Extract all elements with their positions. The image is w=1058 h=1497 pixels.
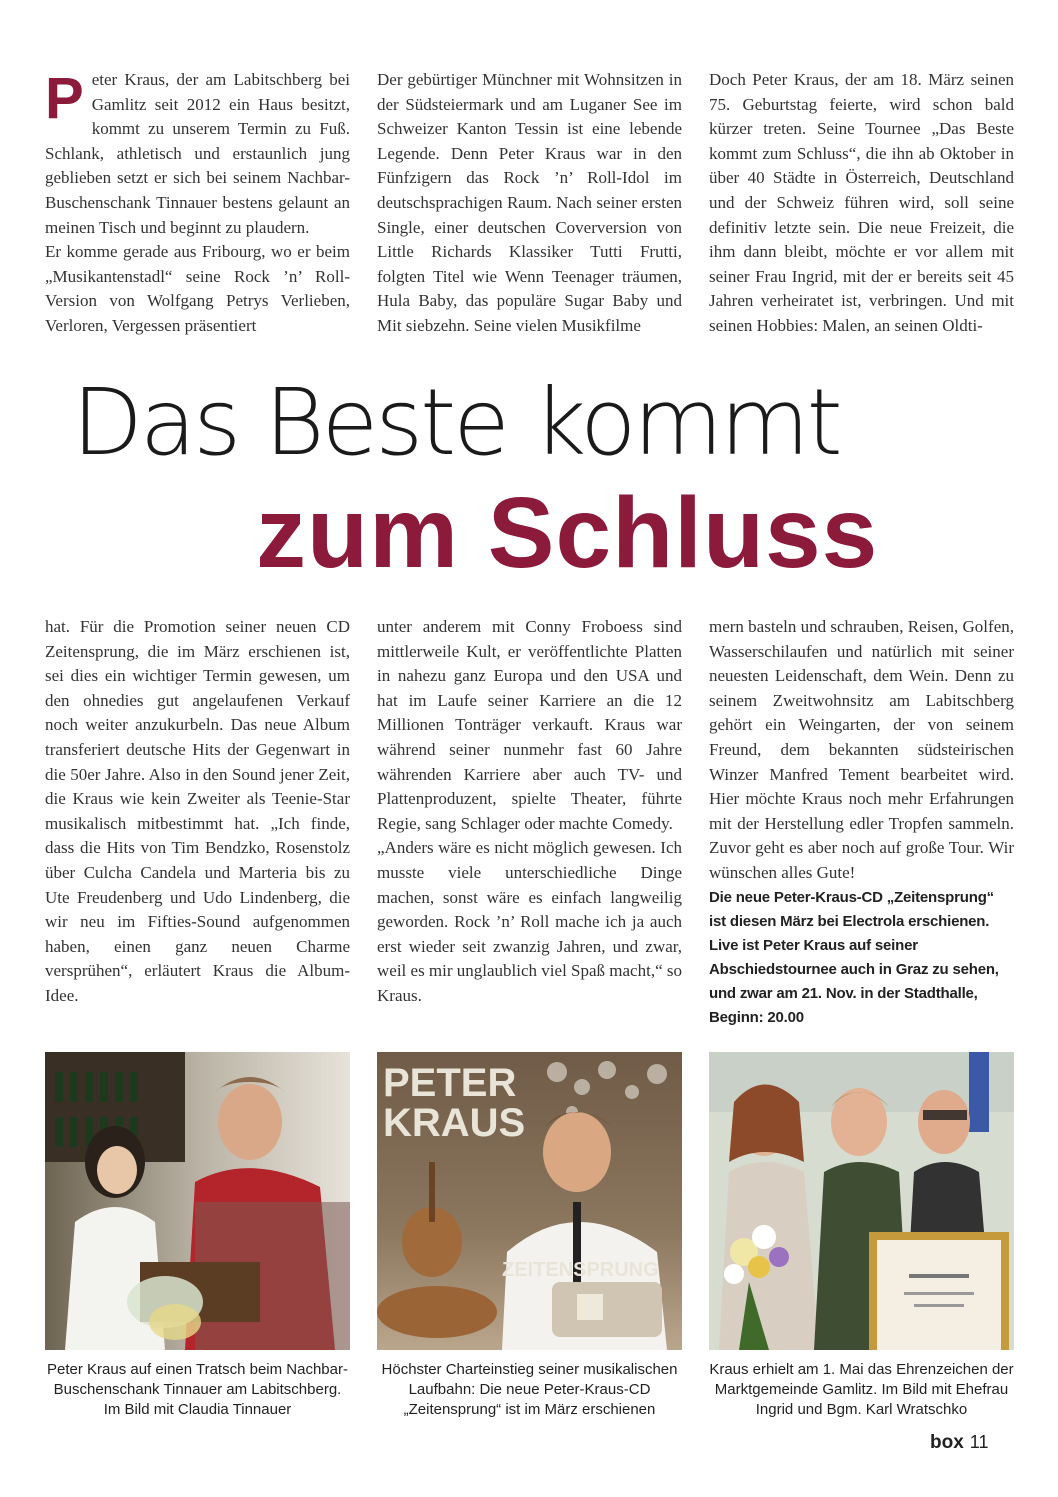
article-paragraph: „Anders wäre es nicht möglich gewesen. Ich musste viele unterschiedliche Dinge machen, sonst wäre es einfach langweilig geworden. Rock ’n’ Roll mache ich ja auch erst wieder seit zwanzig Jahren, und zwar, weil es mir unglaublich viel Spaß macht,“ so Kraus. xyxy=(377,838,682,1005)
article-paragraph: unter anderem mit Conny Froboess sind mittlerweile Kult, er veröffentlichte Platten in nahezu ganz Europa und den USA und hat im Laufe seiner Karriere an die 12 Millionen Tonträger verkauft. Kraus war während seiner nunmehr fast 60 Jahre währenden Karriere aber auch TV- und Plattenproduzent, spielte Theater, führte Regie, sang Schlager oder machte Comedy. xyxy=(377,617,682,833)
article-paragraph: Er komme gerade aus Fribourg, wo er beim „Musikantenstadl“ seine Rock ’n’ Roll-Version von Wolfgang Petrys Verlieben, Verloren, Vergessen präsentiert xyxy=(45,242,350,335)
article-paragraph: Doch Peter Kraus, der am 18. März seinen 75. Geburtstag feierte, wird schon bald kürzer treten. Seine Tournee „Das Beste kommt zum Schluss“, die ihn ab Oktober in über 40 Städte in Österreich, Deutschland und der Schweiz führen wird, soll seine definitiv letzte sein. Die neue Freizeit, die ihm dann bleibt, möchte er vor allem mit seiner Frau Ingrid, mit der er bereits seit 45 Jahren verheiratet ist, verbringen. Und mit seinen Hobbies: Malen, an seinen Oldti- xyxy=(709,70,1014,335)
article-column-bottom-2 xyxy=(377,615,682,1025)
article-paragraph: hat. Für die Promotion seiner neuen CD Zeitensprung, die im März erschienen ist, sei dies ein wichtiger Termin gewesen, um den ohnedies gut angelaufenen Verkauf noch weiter anzukurbeln. Das neue Album transferiert deutsche Hits der Gegenwart in die 50er Jahre. Also in den Sound jener Zeit, die Kraus wie kein Zweiter als Teenie-Star musikalisch mitbestimmt hat. „Ich finde, dass die Hits von Tim Bendzko, Rosenstolz über Culcha Candela und Marteria bis zu Ute Freudenberg und Udo Lindenberg, die wir neu im Fifties-Sound aufgenommen haben, einen ganz neuen Charme versprühen“, erläutert Kraus die Album-Idee. xyxy=(45,617,350,1005)
page-footer xyxy=(930,1432,988,1454)
drop-cap: P xyxy=(45,68,84,131)
article-column-bottom-1 xyxy=(45,615,350,1025)
cd-cover-title: ZEITENSPRUNG xyxy=(502,1259,659,1281)
page-number: 11 xyxy=(969,1432,989,1452)
article-column-top-1 xyxy=(45,68,350,358)
article-column-top-3 xyxy=(709,68,1014,358)
article-paragraph: eter Kraus, der am Labitschberg bei Gamlitz seit 2012 ein Haus besitzt, kommt zu unserem Termin zu Fuß. Schlank, athletisch und erstaunlich jung geblieben setzt er sich bei seinem Nachbar-Buschenschank Tinnauer bestens gelaunt an meinen Tisch und beginnt zu plaudern. xyxy=(45,70,350,237)
magazine-brand: box xyxy=(930,1432,964,1453)
headline-line-2: zum Schluss xyxy=(256,477,879,589)
cd-info-note: Die neue Peter-Kraus-CD „Zeitensprung“ ist diesen März bei Electrola erschienen. Live ist Peter Kraus auf seiner Abschiedstournee auch in Graz zu sehen, und zwar am 21. Nov. in der Stadthalle, Beginn: 20.00 xyxy=(709,888,999,1025)
article-column-bottom-3 xyxy=(709,615,1014,1025)
photo-kraus-tinnauer xyxy=(45,1052,350,1350)
photo-caption-1: Peter Kraus auf einen Tratsch beim Nachbar-Buschenschank Tinnauer am Labitschberg. Im Bild mit Claudia Tinnauer xyxy=(47,1361,348,1418)
article-paragraph: mern basteln und schrauben, Reisen, Golfen, Wasserschilaufen und natürlich mit seiner neuesten Leidenschaft, dem Wein. Denn zu seinem Zweitwohnsitz am Labitschberg gehört ein Weingarten, der von seinem Freund, dem bekannten südsteirischen Winzer Manfred Tement bearbeitet wird. Hier möchte Kraus noch mehr Erfahrungen mit der Herstellung edler Tropfen sammeln. Zuvor geht es aber noch auf große Tour. Wir wünschen alles Gute! xyxy=(709,617,1014,882)
photo-caption-2: Höchster Charteinstieg seiner musikalischen Laufbahn: Die neue Peter-Kraus-CD „Zeitensprung“ ist im März erschienen xyxy=(381,1361,678,1418)
photo-caption-3: Kraus erhielt am 1. Mai das Ehrenzeichen der Marktgemeinde Gamlitz. Im Bild mit Ehefrau Ingrid und Bgm. Karl Wratschko xyxy=(709,1361,1014,1418)
headline-line-1: Das Beste kommt xyxy=(72,369,840,476)
photo-award-ceremony xyxy=(709,1052,1014,1350)
photo-cd-cover xyxy=(377,1052,682,1350)
cd-cover-name-line2: KRAUS xyxy=(383,1101,526,1145)
cd-cover-name-line1: PETER xyxy=(383,1061,517,1105)
article-paragraph: Der gebürtiger Münchner mit Wohnsitzen in der Südsteiermark und am Luganer See im Schweizer Kanton Tessin ist eine lebende Legende. Denn Peter Kraus war in den Fünfzigern das Rock ’n’ Roll-Idol im deutschsprachigen Raum. Nach seiner ersten Single, einer deutschen Coverversion von Little Richards Klassiker Tutti Frutti, folgten Titel wie Wenn Teenager träumen, Hula Baby, das populäre Sugar Baby und Mit siebzehn. Seine vielen Musikfilme xyxy=(377,70,682,335)
article-column-top-2 xyxy=(377,68,682,358)
